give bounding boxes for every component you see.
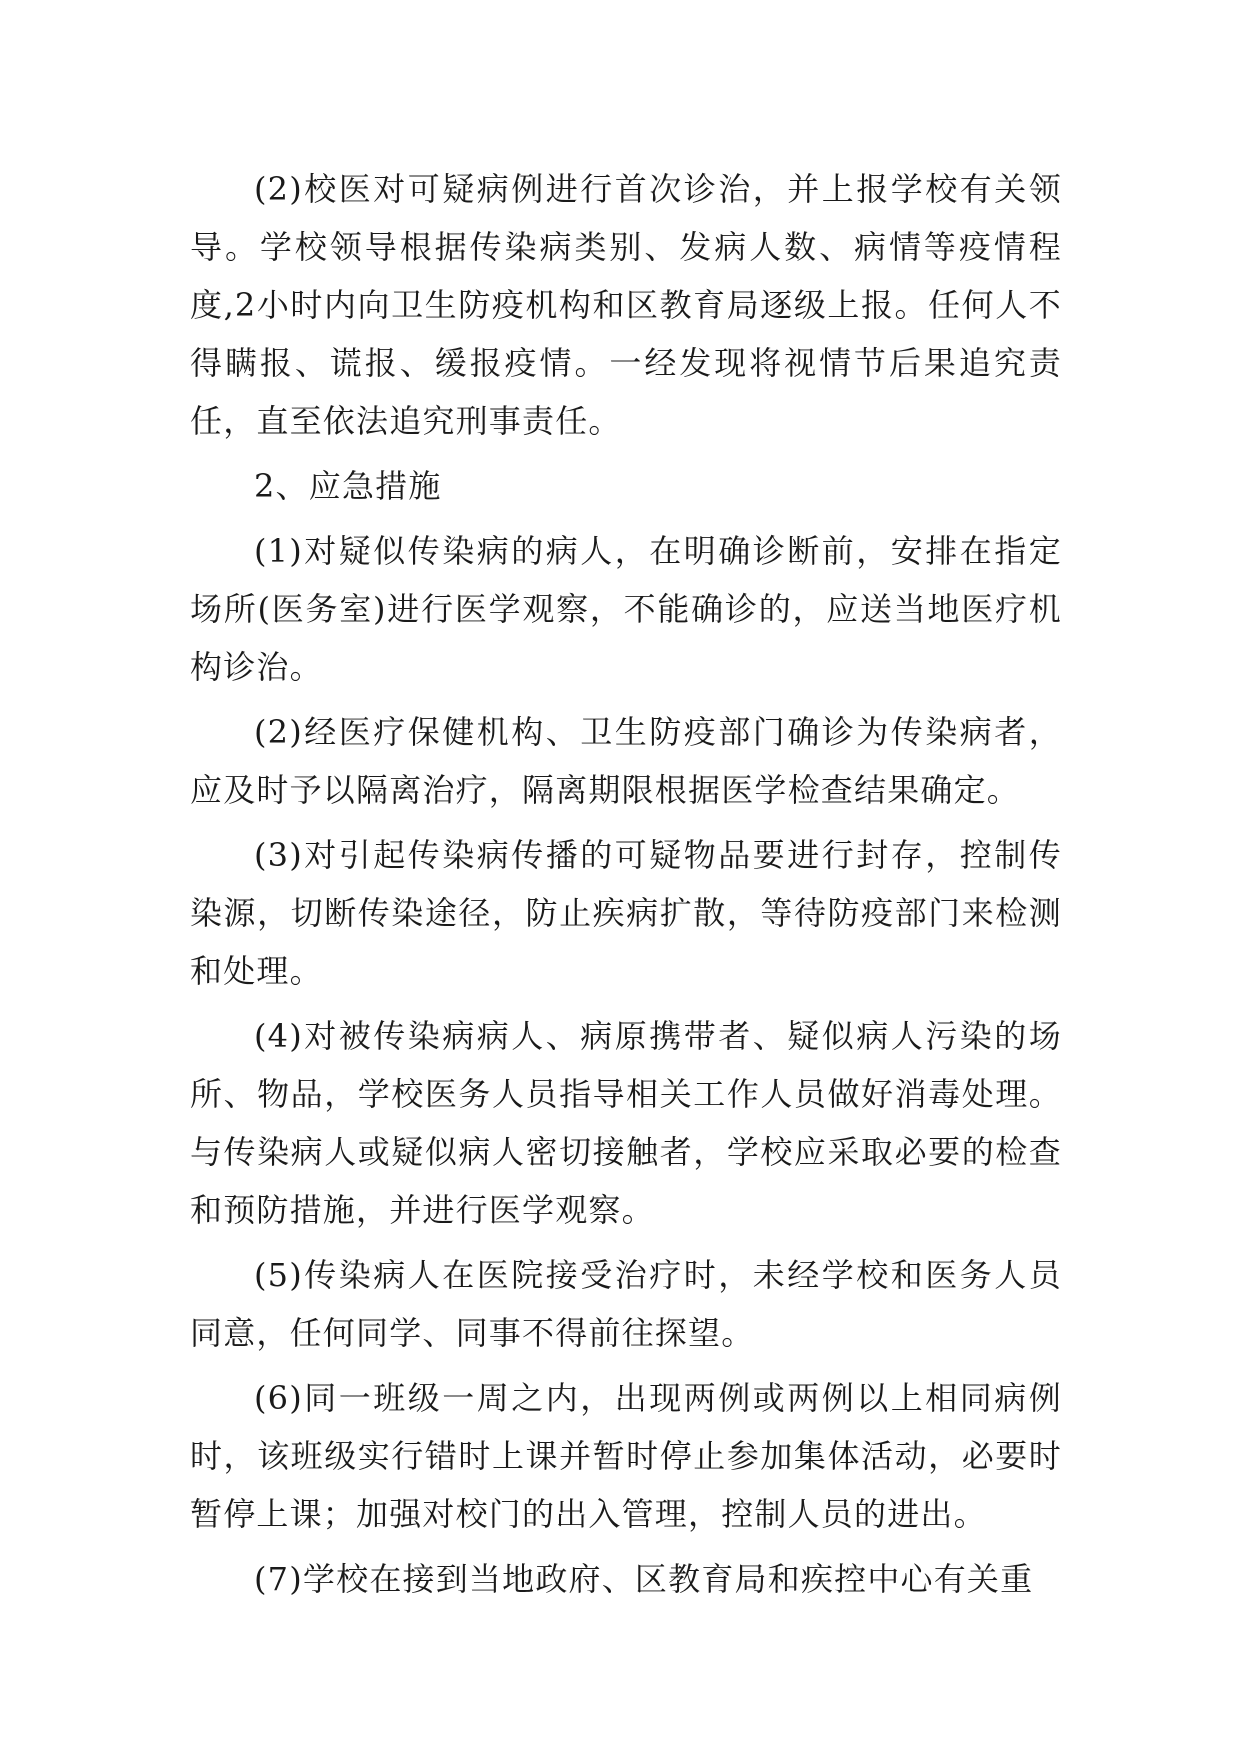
paragraph-measure-5: (5)传染病人在医院接受治疗时，未经学校和医务人员同意，任何同学、同事不得前往探望。 xyxy=(190,1256,1062,1352)
section-heading-emergency-measures: 2、应急措施 xyxy=(254,467,442,505)
paragraph-measure-4: (4)对被传染病病人、病原携带者、疑似病人污染的场所、物品，学校医务人员指导相关工作人员做好消毒处理。与传染病人或疑似病人密切接触者，学校应采取必要的检查和预防措施，并进行医学观察。 xyxy=(190,1017,1062,1229)
document-page xyxy=(190,160,1062,1615)
paragraph-measure-2: (2)经医疗保健机构、卫生防疫部门确诊为传染病者，应及时予以隔离治疗，隔离期限根据医学检查结果确定。 xyxy=(190,713,1062,809)
paragraph-measure-1: (1)对疑似传染病的病人，在明确诊断前，安排在指定场所(医务室)进行医学观察，不能确诊的，应送当地医疗机构诊治。 xyxy=(190,532,1062,686)
paragraph-measure-6: (6)同一班级一周之内，出现两例或两例以上相同病例时，该班级实行错时上课并暂时停止参加集体活动，必要时暂停上课；加强对校门的出入管理，控制人员的进出。 xyxy=(190,1379,1062,1533)
paragraph-reporting: (2)校医对可疑病例进行首次诊治，并上报学校有关领导。学校领导根据传染病类别、发病人数、病情等疫情程度,2小时内向卫生防疫机构和区教育局逐级上报。任何人不得瞒报、谎报、缓报疫情。一经发现将视情节后果追究责任，直至依法追究刑事责任。 xyxy=(190,170,1062,440)
paragraph-measure-3: (3)对引起传染病传播的可疑物品要进行封存，控制传染源，切断传染途径，防止疾病扩散，等待防疫部门来检测和处理。 xyxy=(190,836,1062,990)
paragraph-measure-7: (7)学校在接到当地政府、区教育局和疾控中心有关重 xyxy=(254,1560,1034,1598)
